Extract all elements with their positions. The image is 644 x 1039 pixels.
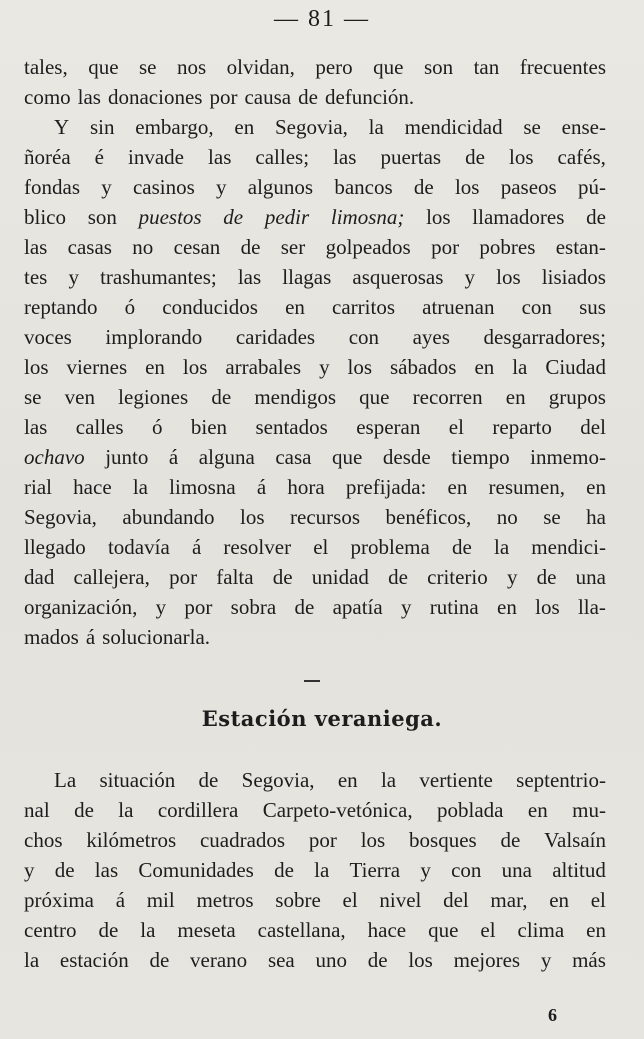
text-line: ochavo junto á alguna casa que desde tiempo inmemo- (24, 445, 606, 469)
text-line: se ven legiones de mendigos que recorren en grupos (24, 385, 606, 409)
text-line: dad callejera, por falta de unidad de criterio y de una (24, 565, 606, 589)
text-line: próxima á mil metros sobre el nivel del mar, en el (24, 888, 606, 912)
text-line: los viernes en los arrabales y los sábados en la Ciudad (24, 355, 606, 379)
text-line: tes y trashumantes; las llagas asquerosas y los lisiados (24, 265, 606, 289)
text-line: chos kilómetros cuadrados por los bosques de Valsaín (24, 828, 606, 852)
text-line: Y sin embargo, en Segovia, la mendicidad se ense- (54, 115, 606, 139)
text-line: organización, y por sobra de apatía y rutina en los lla- (24, 595, 606, 619)
text-line: rial hace la limosna á hora prefijada: en resumen, en (24, 475, 606, 499)
section-separator (304, 680, 320, 682)
text-line: la estación de verano sea uno de los mejores y más (24, 948, 606, 972)
text-line: reptando ó conducidos en carritos atruenan con sus (24, 295, 606, 319)
text-line: y de las Comunidades de la Tierra y con una altitud (24, 858, 606, 882)
text-line: mados á solucionarla. (24, 625, 211, 649)
signature-mark: 6 (548, 1005, 557, 1025)
text-line: fondas y casinos y algunos bancos de los paseos pú- (24, 175, 606, 199)
text-line: Segovia, abundando los recursos benéficos, no se ha (24, 505, 606, 529)
paragraph-summer-station (24, 765, 606, 975)
text-line: nal de la cordillera Carpeto-vetónica, poblada en mu- (24, 798, 606, 822)
page-number-header: — 81 — (274, 6, 370, 32)
text-line: blico son puestos de pedir limosna; los llamadores de (24, 205, 606, 229)
text-line: tales, que se nos olvidan, pero que son tan frecuentes (24, 55, 606, 79)
text-line: como las donaciones por causa de defunción. (24, 85, 415, 109)
text-line: las calles ó bien sentados esperan el reparto del (24, 415, 606, 439)
text-line: llegado todavía á resolver el problema de la mendici- (24, 535, 606, 559)
text-line: voces implorando caridades con ayes desgarradores; (24, 325, 606, 349)
text-line: La situación de Segovia, en la vertiente septentrio- (54, 768, 606, 792)
text-line: ñoréa é invade las calles; las puertas de los cafés, (24, 145, 606, 169)
text-line: centro de la meseta castellana, hace que el clima en (24, 918, 606, 942)
paragraph-mendicity (24, 52, 606, 652)
section-title: Estación veraniega. (201, 706, 443, 731)
text-line: las casas no cesan de ser golpeados por pobres estan- (24, 235, 606, 259)
